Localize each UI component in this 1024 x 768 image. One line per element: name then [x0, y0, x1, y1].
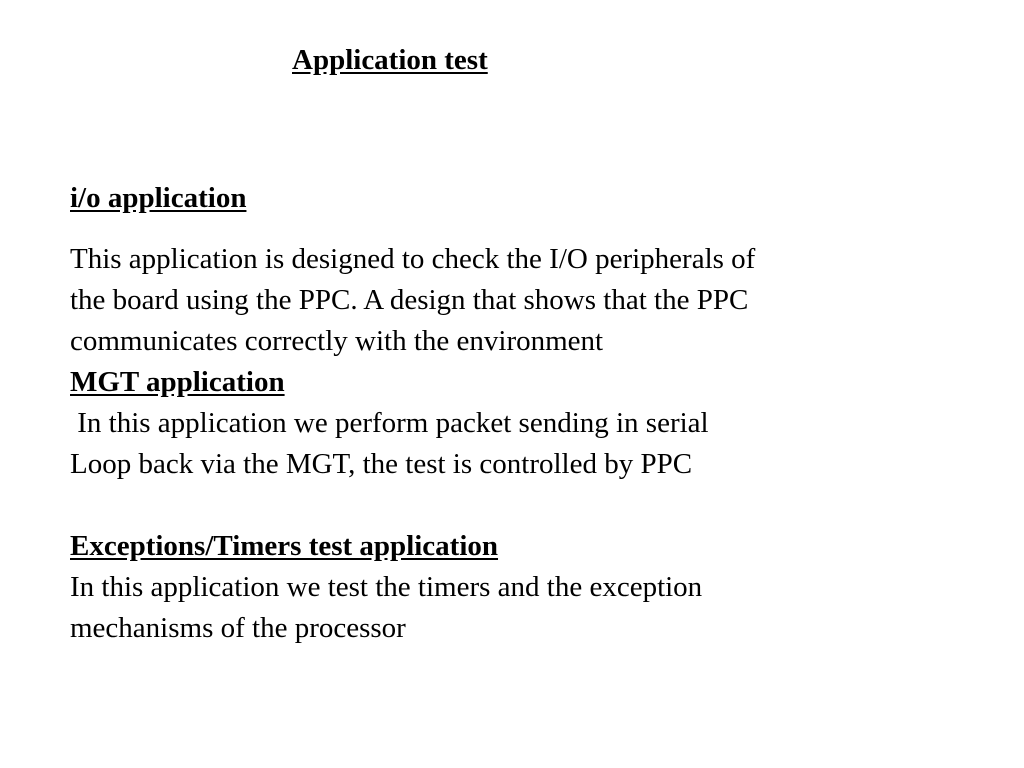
section-text-line: In this application we test the timers and the exception	[70, 571, 703, 603]
section-heading-io: i/o application	[70, 182, 247, 214]
section-text-line: Loop back via the MGT, the test is controlled by PPC	[70, 448, 693, 480]
section-text-line: communicates correctly with the environment	[70, 325, 604, 357]
section-heading-mgt: MGT application	[70, 366, 285, 398]
section-text-line: This application is designed to check the I/O peripherals of	[70, 243, 756, 275]
section-text-line: the board using the PPC. A design that shows that the PPC	[70, 284, 749, 316]
section-text-line: mechanisms of the processor	[70, 612, 406, 644]
section-text-line: In this application we perform packet sending in serial	[70, 407, 709, 439]
section-heading-exceptions: Exceptions/Timers test application	[70, 530, 499, 562]
slide-title: Application test	[292, 44, 488, 76]
